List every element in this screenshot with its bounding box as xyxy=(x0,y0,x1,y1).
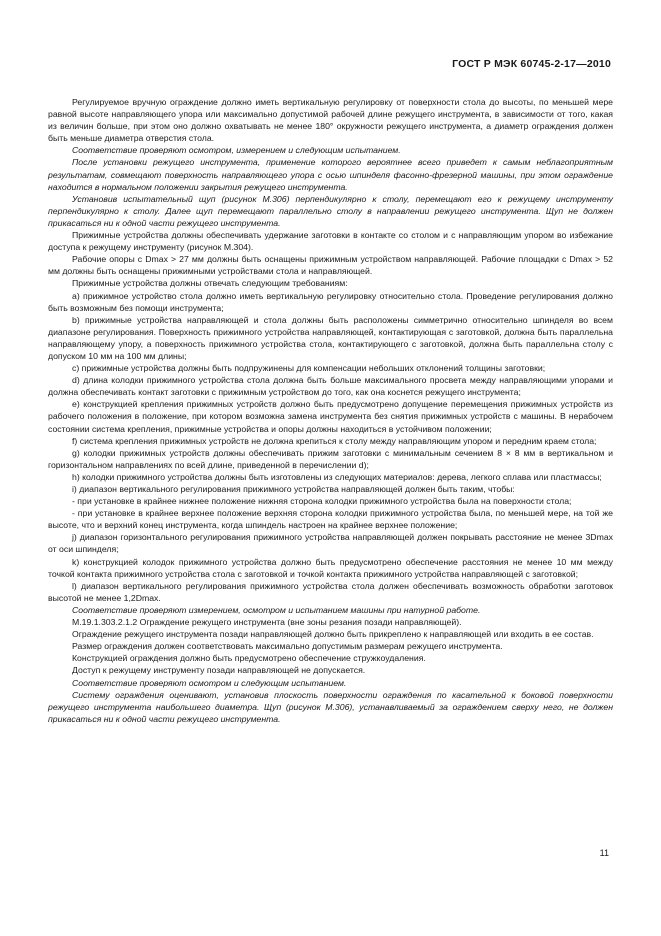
paragraph: j) диапазон горизонтального регулирования прижимного устройства направляющей должен покрывать расстояние не менее 3Dmax от оси шпинделя; xyxy=(48,532,613,555)
paragraph: Рабочие опоры с Dmax > 27 мм должны быть оснащены прижимным устройством направляющей. Рабочие площадки с Dmax > 52 мм должны быть оснащены прижимными устройствами стола и направляющей. xyxy=(48,254,613,277)
paragraph: Систему ограждения оценивают, установив плоскость поверхности ограждения по касательной к боковой поверхности режущего инструмента наибольшего диаметра. Щуп (рисунок М.306), устанавливаемый за ограждением сверху него, не должен прикасаться ни к одной части режущего инструмента. xyxy=(48,689,613,724)
paragraph: e) конструкцией крепления прижимных устройств должно быть предусмотрено допущение перемещения прижимных устройств из рабочего положения в положение, при котором возможна замена инструмента без снятия прижимных устройств с машины. В нерабочем состоянии система крепления, прижимные устройства и опоры должны находиться в устойчивом положении; xyxy=(48,399,613,434)
paragraph: Прижимные устройства должны обеспечивать удержание заготовки в контакте со столом и с направляющим упором во избежание доступа к режущему инструменту (рисунок М.304). xyxy=(48,230,613,253)
paragraph: c) прижимные устройства должны быть подпружинены для компенсации небольших отклонений толщины заготовки; xyxy=(72,363,546,374)
paragraph: Ограждение режущего инструмента позади направляющей должно быть прикреплено к направляющей или входить в ее состав. xyxy=(72,629,594,640)
paragraph: - при установке в крайнее верхнее положение верхняя сторона колодки прижимного устройства была, по меньшей мере, на той же высоте, что и верхний конец инструмента, когда шпиндель настроен на крайнее верхнее положение; xyxy=(48,508,613,531)
standard-header: ГОСТ Р МЭК 60745-2-17—2010 xyxy=(452,58,611,70)
paragraph: f) система крепления прижимных устройств не должна крепиться к столу между направляющим упором и передним краем стола; xyxy=(72,435,597,446)
paragraph: a) прижимное устройство стола должно иметь вертикальную регулировку относительно стола. Проведение регулирования должно быть возможным без помощи инструмента; xyxy=(48,290,613,313)
paragraph: l) диапазон вертикального регулирования прижимного устройства стола должен обеспечивать возможность обработки заготовок высотой не менее 1,2Dmax. xyxy=(48,580,613,603)
paragraph: d) длина колодки прижимного устройства стола должна быть больше максимального просвета между направляющими упорами и должна обеспечивать контакт заготовки с прижимным устройством до того, как она коснется режущего инструмента; xyxy=(48,375,613,398)
paragraph: h) колодки прижимного устройства должны быть изготовлены из следующих материалов: дерева, легкого сплава или пластмассы; xyxy=(72,471,602,482)
document-body xyxy=(48,96,613,725)
paragraph: Соответствие проверяют осмотром и следующим испытанием. xyxy=(72,677,347,688)
paragraph: После установки режущего инструмента, применение которого вероятнее всего приведет к самым неблагоприятным результатам, совмещают поверхность направляющего упора с осью шпинделя фасонно-фрезерной машины, при этом ограждение находится в нормальном положении закрытия режущего инструмента. xyxy=(48,157,613,192)
page-number: 11 xyxy=(599,848,609,858)
paragraph: Прижимные устройства должны отвечать следующим требованиям: xyxy=(72,278,348,289)
paragraph: Установив испытательный щуп (рисунок М.306) перпендикулярно к столу, перемещают его к режущему инструменту перпендикулярно к столу. Далее щуп перемещают параллельно столу в направлении режущего инструмента. Щуп не должен прикасаться ни к одной части режущего инструмента. xyxy=(48,193,613,228)
paragraph: k) конструкцией колодок прижимного устройства должно быть предусмотрено обеспечение расстояния не менее 10 мм между точкой контакта прижимного устройства стола с заготовкой и точкой контакта прижимного устройства направляющей с заготовкой; xyxy=(48,556,613,579)
paragraph: Доступ к режущему инструменту позади направляющей не допускается. xyxy=(72,665,366,676)
paragraph: g) колодки прижимных устройств должны обеспечивать прижим заготовки с минимальным сечением 8 × 8 мм в вертикальном и горизонтальном направлениях по всей длине, приведенной в перечислении d); xyxy=(48,447,613,470)
paragraph: М.19.1.303.2.1.2 Ограждение режущего инструмента (вне зоны резания позади направляющей). xyxy=(72,617,462,628)
paragraph: b) прижимные устройства направляющей и стола должны быть расположены симметрично относительно шпинделя во всем диапазоне регулирования. Поверхность прижимного устройства направляющей, контактирующая с заготовкой, должна быть параллельна направляющему упору, а поверхность прижимного устройства стола, контактирующего с заготовкой, должна быть параллельна столу с допуском 10 мм на 100 мм длины; xyxy=(48,314,613,361)
paragraph: i) диапазон вертикального регулирования прижимного устройства направляющей должен быть таким, чтобы: xyxy=(72,484,515,494)
paragraph: Соответствие проверяют осмотром, измерением и следующим испытанием. xyxy=(72,145,401,156)
paragraph: Соответствие проверяют измерением, осмотром и испытанием машины при натурной работе. xyxy=(72,604,481,615)
paragraph: - при установке в крайнее нижнее положение нижняя сторона колодки прижимного устройства была на поверхности стола; xyxy=(72,496,572,507)
paragraph: Конструкцией ограждения должно быть предусмотрено обеспечение стружкоудаления. xyxy=(72,653,426,664)
paragraph: Размер ограждения должен соответствовать максимально допустимым размерам режущего инструмента. xyxy=(72,641,503,652)
paragraph: Регулируемое вручную ограждение должно иметь вертикальную регулировку от поверхности стола до высоты, по меньшей мере равной высоте направляющего упора или максимально допустимой рабочей длине режущего инструмента, в зависимости от того, какая из величин больше, при этом оно должно охватывать не менее 180° окружности режущего инструмента, а диаметр ограждения должен быть меньше диаметра отверстия стола. xyxy=(48,97,613,144)
